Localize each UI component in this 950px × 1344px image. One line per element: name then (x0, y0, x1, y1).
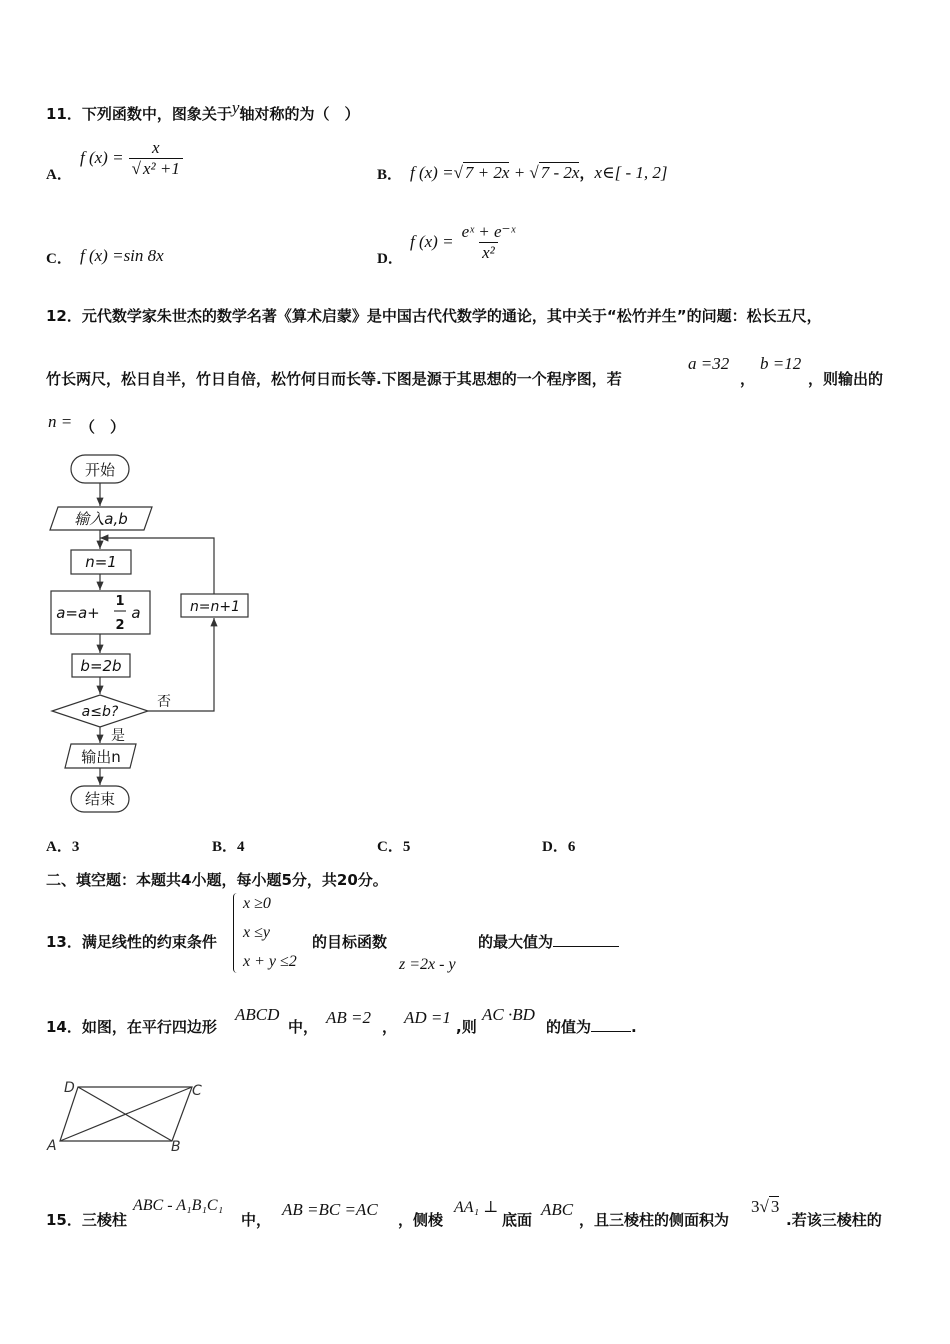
q14-parallelogram-figure (44, 1075, 214, 1157)
flow-cond-text: a≤b? (81, 704, 119, 720)
flow-yes-label: 是 (111, 728, 125, 744)
q15-base: ABC (541, 1200, 574, 1219)
q15-mid2: ，侧棱 (398, 1211, 444, 1229)
q11-option-a-label[interactable]: A． (46, 167, 72, 183)
q13-prefix: 13．满足线性的约束条件 (46, 933, 217, 951)
q14-comma: ， (382, 1018, 398, 1036)
q14-then: ,则 (456, 1018, 477, 1036)
q12-option-d[interactable]: D．6 (542, 839, 576, 855)
q14-suffix: 的值为 . (546, 1018, 637, 1036)
flow-update-b-text: b=2b (80, 657, 122, 675)
flow-init-text: n=1 (85, 553, 117, 571)
q15-area: 3√ 3 (751, 1197, 780, 1216)
diagonal-bd (78, 1087, 172, 1141)
flow-update-a-den: 2 (115, 618, 125, 633)
q12-option-b[interactable]: B．4 (212, 839, 245, 855)
q15-prefix: 15．三棱柱 (46, 1211, 127, 1229)
q13-brace (233, 893, 237, 973)
q15-mid3: 底面 (502, 1211, 533, 1229)
vertex-b-label: B (171, 1139, 181, 1155)
q15-mid1: 中， (241, 1211, 272, 1229)
q12-line1: 12．元代数学家朱世杰的数学名著《算术启蒙》是中国古代代数学的通论，其中关于“松竹并生”的问题：松长五尺， (46, 307, 822, 325)
q13-mid: 的目标函数 (312, 933, 388, 951)
q11-option-d-formula: f (x) = $\frac{\text{eˣ + e⁻ˣ}}{\text{x²}}$ (410, 222, 516, 262)
q11-option-c-label[interactable]: C． (46, 251, 72, 267)
q15-suffix: .若该三棱柱的 (786, 1211, 882, 1229)
flow-start-text: 开始 (84, 461, 116, 479)
vertex-d-label: D (64, 1080, 75, 1096)
q11-option-d-label[interactable]: D． (377, 251, 403, 267)
q15-edge: AA₁ ⊥ (454, 1199, 499, 1216)
q14-ad: AD =1 (404, 1008, 451, 1027)
flow-incr-text: n=n+1 (189, 599, 241, 615)
q12-line2: 竹长两尺，松日自半，竹日自倍，松竹何日而长等.下图是源于其思想的一个程序图，若 (46, 370, 622, 388)
flow-update-a-left: a=a+ (56, 604, 100, 622)
vertex-c-label: C (192, 1083, 202, 1099)
q11-option-a-formula: f (x) = $\frac{x}{\text{√ x² +1}}$ (80, 138, 183, 179)
q12-b-value: b =12 (760, 354, 802, 373)
q14-dot-product: AC ·BD (482, 1005, 535, 1024)
q11-option-c-formula: f (x) =sin 8x (80, 246, 164, 265)
q13-constraint-3: x + y ≤2 (243, 953, 297, 970)
q12-n-eq: n = (48, 412, 73, 431)
q13-suffix: 的最大值为 (478, 931, 619, 952)
q15-mid4: ，且三棱柱的侧面积为 (579, 1211, 730, 1229)
q13-constraint-2: x ≤y (243, 924, 270, 941)
q14-answer-blank[interactable] (591, 1031, 631, 1032)
q12-line2-end: ，则输出的 (808, 370, 884, 388)
q12-comma: ， (740, 370, 756, 388)
q11-option-b-formula: f (x) =√ 7 + 2x + √ 7 - 2x，x∈[ - 1, 2] (410, 163, 668, 182)
q15-prism: ABC - A₁B₁C₁ (133, 1197, 224, 1214)
q12-option-a[interactable]: A．3 (46, 839, 80, 855)
q13-answer-blank[interactable] (553, 946, 619, 947)
flow-no-label: 否 (157, 694, 171, 710)
flow-update-a-right: a (131, 604, 141, 622)
q13-constraint-1: x ≥0 (243, 895, 271, 912)
q14-prefix: 14．如图，在平行四边形 (46, 1018, 217, 1036)
q11-option-b-label[interactable]: B． (377, 167, 403, 183)
q12-flowchart (40, 450, 260, 820)
q12-a-value: a =32 (688, 354, 730, 373)
section-2-heading: 二、填空题：本题共4小题，每小题5分，共20分。 (46, 871, 388, 889)
q12-paren: （ ） (80, 418, 126, 436)
flow-input-text: 输入a,b (74, 510, 128, 528)
vertex-a-label: A (47, 1138, 57, 1154)
q15-equal-sides: AB =BC =AC (282, 1200, 378, 1219)
q14-ab: AB =2 (326, 1008, 371, 1027)
flow-update-a-num: 1 (115, 594, 125, 609)
flow-output-text: 输出n (81, 748, 121, 766)
q13-objective: z =2x - y (399, 956, 456, 973)
q14-shape: ABCD (235, 1005, 280, 1024)
q12-option-c[interactable]: C．5 (377, 839, 411, 855)
flow-end-text: 结束 (84, 790, 116, 808)
q11-stem: 11．下列函数中，图象关于y轴对称的为（ ） (46, 98, 360, 123)
q14-mid1: 中， (288, 1018, 319, 1036)
